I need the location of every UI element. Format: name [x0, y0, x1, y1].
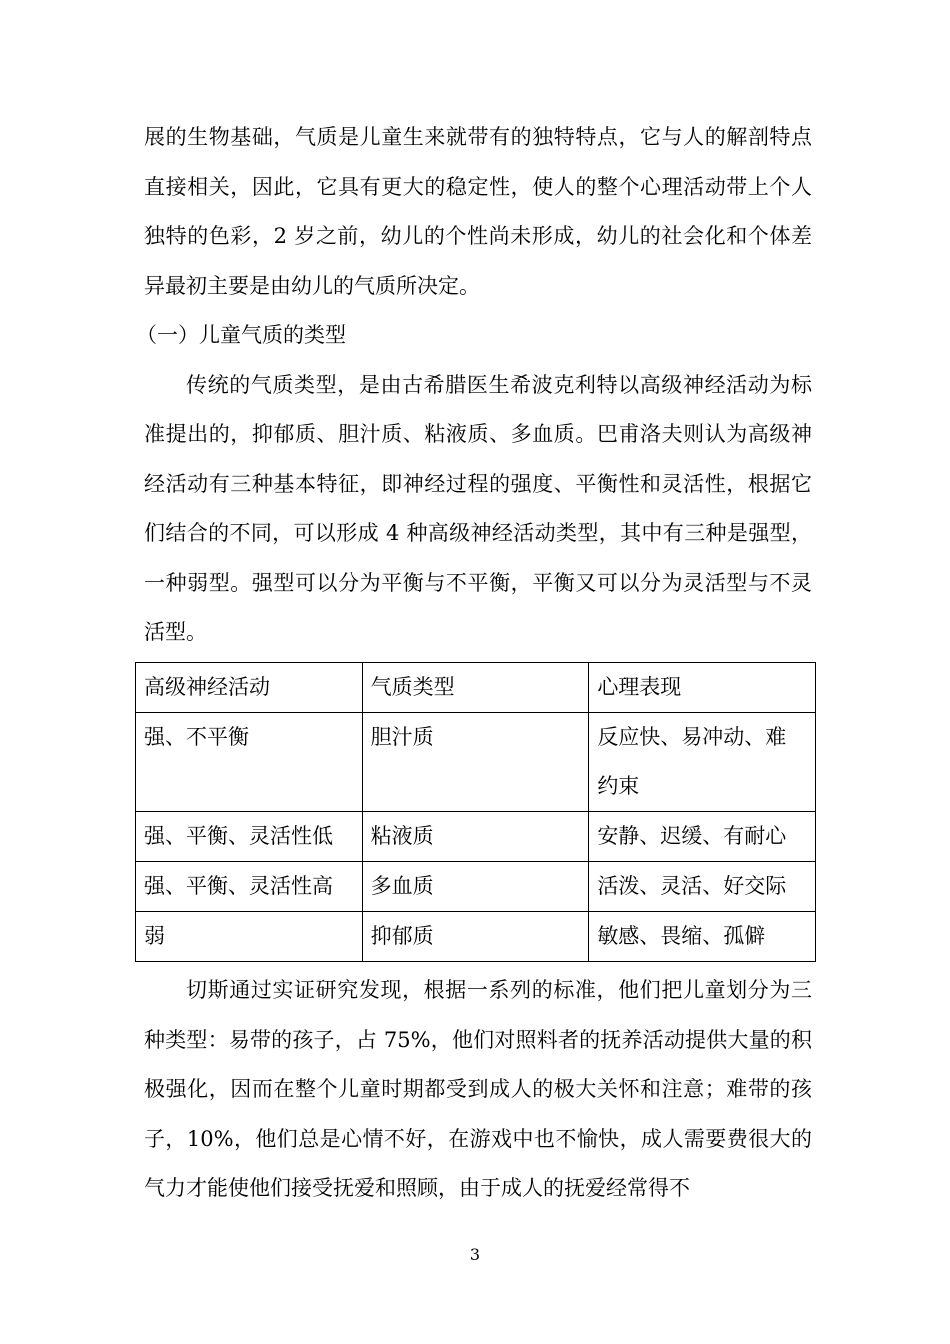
table-row: [136, 812, 816, 862]
table-header-cell: 高级神经活动: [136, 663, 363, 713]
table-cell: 抑郁质: [362, 912, 589, 962]
table-cell: 活泼、灵活、好交际: [589, 862, 816, 912]
paragraph-temperament-types: 传统的气质类型，是由古希腊医生希波克利特以高级神经活动为标准提出的，抑郁质、胆汁质、粘液质、多血质。巴甫洛夫则认为高级神经活动有三种基本特征，即神经过程的强度、平衡性和灵活性，根据它们结合的不同，可以形成 4 种高级神经活动类型，其中有三种是强型，一种弱型。强型可以分为平衡与不平衡，平衡又可以分为灵活型与不灵活型。: [144, 372, 812, 644]
table-cell: 强、平衡、灵活性低: [136, 812, 363, 862]
body-text-top: [136, 113, 812, 658]
table-row: [136, 862, 816, 912]
paragraph-chess-study: 切斯通过实证研究发现，根据一系列的标准，他们把儿童划分为三种类型：易带的孩子，占 75%，他们对照料者的抚养活动提供大量的积极强化，因而在整个儿童时期都受到成人的极大关怀和注意；难带的孩子，10%，他们总是心情不好，在游戏中也不愉快，成人需要费很大的气力才能使他们接受抚爱和照顾，由于成人的抚爱经常得不: [144, 978, 812, 1200]
table-header-row: [136, 663, 816, 713]
page-number: 3: [469, 1245, 481, 1264]
table-cell: 强、平衡、灵活性高: [136, 862, 363, 912]
table-cell: 敏感、畏缩、孤僻: [589, 912, 816, 962]
table-cell: 胆汁质: [362, 713, 589, 812]
table-cell: 强、不平衡: [136, 713, 363, 812]
paragraph-intro: 展的生物基础，气质是儿童生来就带有的独特特点，它与人的解剖特点直接相关，因此，它具有更大的稳定性，使人的整个心理活动带上个人独特的色彩，2 岁之前，幼儿的个性尚未形成，幼儿的社会化和个体差异最初主要是由幼儿的气质所决定。: [144, 125, 812, 298]
section-heading: （一）儿童气质的类型: [136, 323, 346, 347]
table-cell: 弱: [136, 912, 363, 962]
body-text-bottom: [144, 966, 812, 1214]
table-cell: 粘液质: [362, 812, 589, 862]
table-cell: 多血质: [362, 862, 589, 912]
table-cell: 安静、迟缓、有耐心: [589, 812, 816, 862]
table-row: [136, 713, 816, 812]
table-header-cell: 气质类型: [362, 663, 589, 713]
table-cell: 反应快、易冲动、难约束: [589, 713, 816, 812]
temperament-table: [135, 662, 816, 962]
table-header-cell: 心理表现: [589, 663, 816, 713]
table-row: [136, 912, 816, 962]
